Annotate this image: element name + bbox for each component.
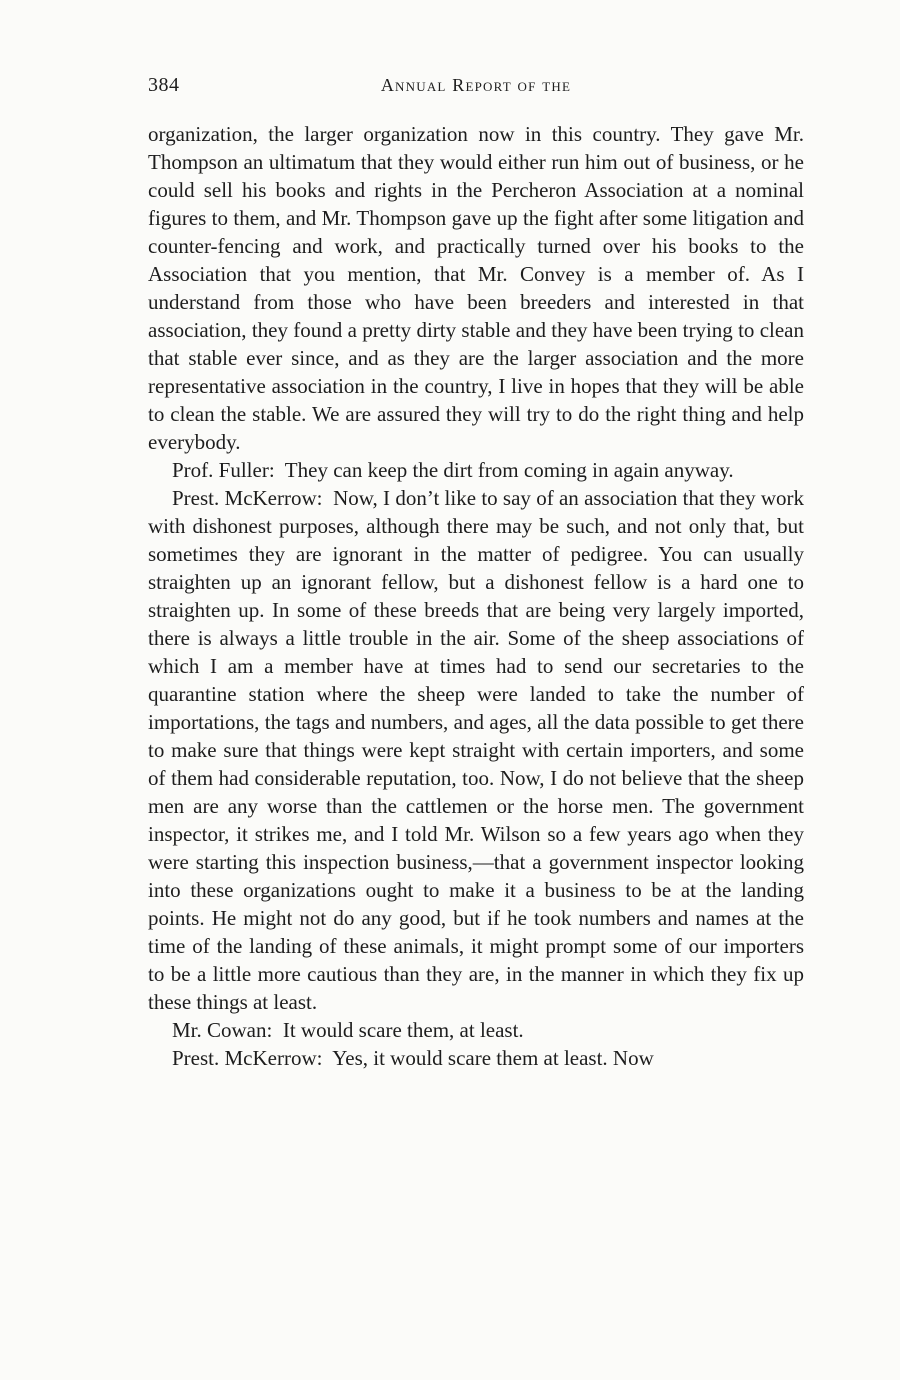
- speaker-label: Prest. McKerrow:: [172, 1046, 323, 1070]
- paragraph-text: organization, the larger organization now in this country. They gave Mr. Thompson an ultimatum that they would either run him out of business, or he could sell his books and rights in the Percheron Association at a nominal figures to them, and Mr. Thompson gave up the fight after some litigation and counter-fencing and work, and practically turned over his books to the Association that you mention, that Mr. Convey is a member of. As I understand from those who have been breeders and interested in that association, they found a pretty dirty stable and they have been trying to clean that stable ever since, and as they are the larger association and the more representative association in the country, I live in hopes that they will be able to clean the stable. We are assured they will try to do the right thing and help everybody.: [148, 122, 804, 454]
- body-text: [148, 120, 804, 1072]
- paragraph: [148, 484, 804, 1016]
- paragraph: [148, 120, 804, 456]
- paragraph-text: They can keep the dirt from coming in again anyway.: [284, 458, 734, 482]
- paragraph: [148, 456, 804, 484]
- paragraph-text: Now, I don’t like to say of an association that they work with dishonest purposes, although there may be such, and not only that, but sometimes they are ignorant in the matter of pedigree. You can usually straighten up an ignorant fellow, but a dishonest fellow is a hard one to straighten up. In some of these breeds that are being very largely imported, there is always a little trouble in the air. Some of the sheep associations of which I am a member have at times had to send our secretaries to the quarantine station where the sheep were landed to take the number of importations, the tags and numbers, and ages, all the data possible to get there to make sure that things were kept straight with certain importers, and some of them had considerable reputation, too. Now, I do not believe that the sheep men are any worse than the cattlemen or the horse men. The government inspector, it strikes me, and I told Mr. Wilson so a few years ago when they were starting this inspection business,—that a government inspector looking into these organizations ought to make it a business to be at the landing points. He might not do any good, but if he took numbers and names at the time of the landing of these animals, it might prompt some of our importers to be a little more cautious than they are, in the manner in which they fix up these things at least.: [148, 486, 805, 1014]
- paragraph-text: It would scare them, at least.: [282, 1018, 524, 1042]
- paragraph: [148, 1044, 804, 1072]
- paragraph-text: Yes, it would scare them at least. Now: [332, 1046, 654, 1070]
- page-number: 384: [148, 74, 180, 96]
- page-header: [148, 74, 804, 102]
- running-title: Annual Report of the: [380, 75, 572, 95]
- speaker-label: Prest. McKerrow:: [172, 486, 323, 510]
- speaker-label: Mr. Cowan:: [172, 1018, 273, 1042]
- speaker-label: Prof. Fuller:: [172, 458, 275, 482]
- paragraph: [148, 1016, 804, 1044]
